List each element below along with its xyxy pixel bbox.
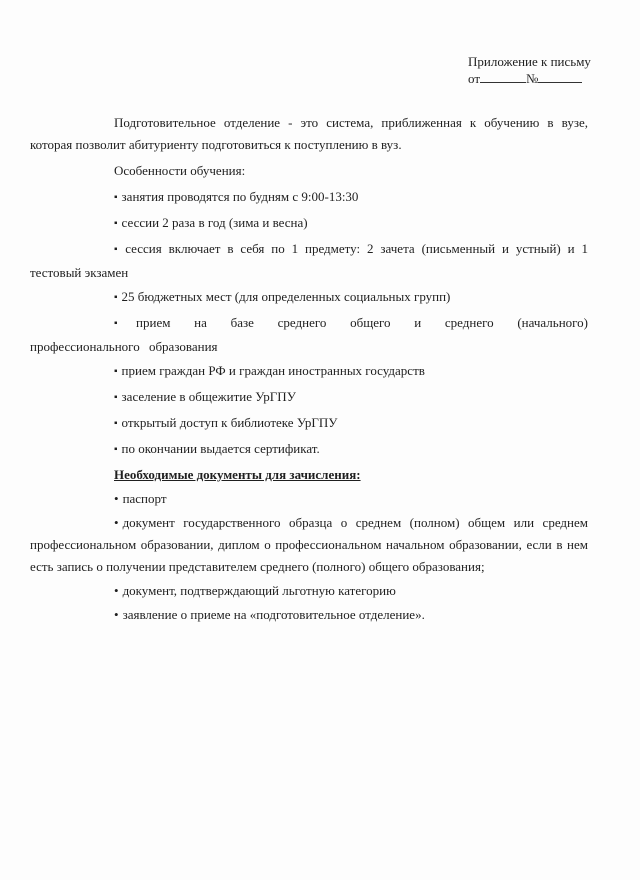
document-item: • документ, подтверждающий льготную категорию xyxy=(114,580,588,602)
document-body xyxy=(30,112,588,626)
date-blank xyxy=(480,70,526,83)
appendix-header xyxy=(468,54,628,87)
document-item: • заявление о приеме на «подготовительное отделение». xyxy=(114,604,588,626)
feature-item: ▪ по окончании выдается сертификат. xyxy=(114,438,588,462)
features-title: Особенности обучения: xyxy=(114,163,246,178)
document-item: • документ государственного образца о среднем (полном) общем или среднем профессиональном образовании, диплом о профессиональном начальном образовании, если в нем есть запись о получении представителем среднего (полного) общего образования; xyxy=(30,512,588,578)
feature-item: ▪ сессия включает в себя по 1 предмету: 2 зачета (письменный и устный) и 1 тестовый экзамен xyxy=(30,238,588,284)
documents-title: Необходимые документы для зачисления: xyxy=(114,467,361,482)
appendix-title: Приложение к письму xyxy=(468,54,591,69)
intro-paragraph: Подготовительное отделение - это система, приближенная к обучению в вузе, которая позволит абитуриенту подготовиться к поступлению в вуз. xyxy=(30,115,588,152)
letter-reference xyxy=(468,70,628,87)
feature-item: ▪ сессии 2 раза в год (зима и весна) xyxy=(114,212,588,236)
number-label: № xyxy=(526,71,539,86)
feature-item: ▪ прием граждан РФ и граждан иностранных государств xyxy=(114,360,588,384)
document-item: • паспорт xyxy=(114,488,588,510)
number-blank xyxy=(538,70,582,83)
feature-item: ▪ 25 бюджетных мест (для определенных социальных групп) xyxy=(114,286,588,310)
feature-item: ▪ занятия проводятся по будням с 9:00-13:30 xyxy=(114,186,588,210)
feature-item: ▪ заселение в общежитие УрГПУ xyxy=(114,386,588,410)
feature-item: ▪ открытый доступ к библиотеке УрГПУ xyxy=(114,412,588,436)
from-label: от xyxy=(468,71,481,86)
feature-item: ▪ прием на базе среднего общего и среднего (начального) профессионального образования xyxy=(30,312,588,358)
